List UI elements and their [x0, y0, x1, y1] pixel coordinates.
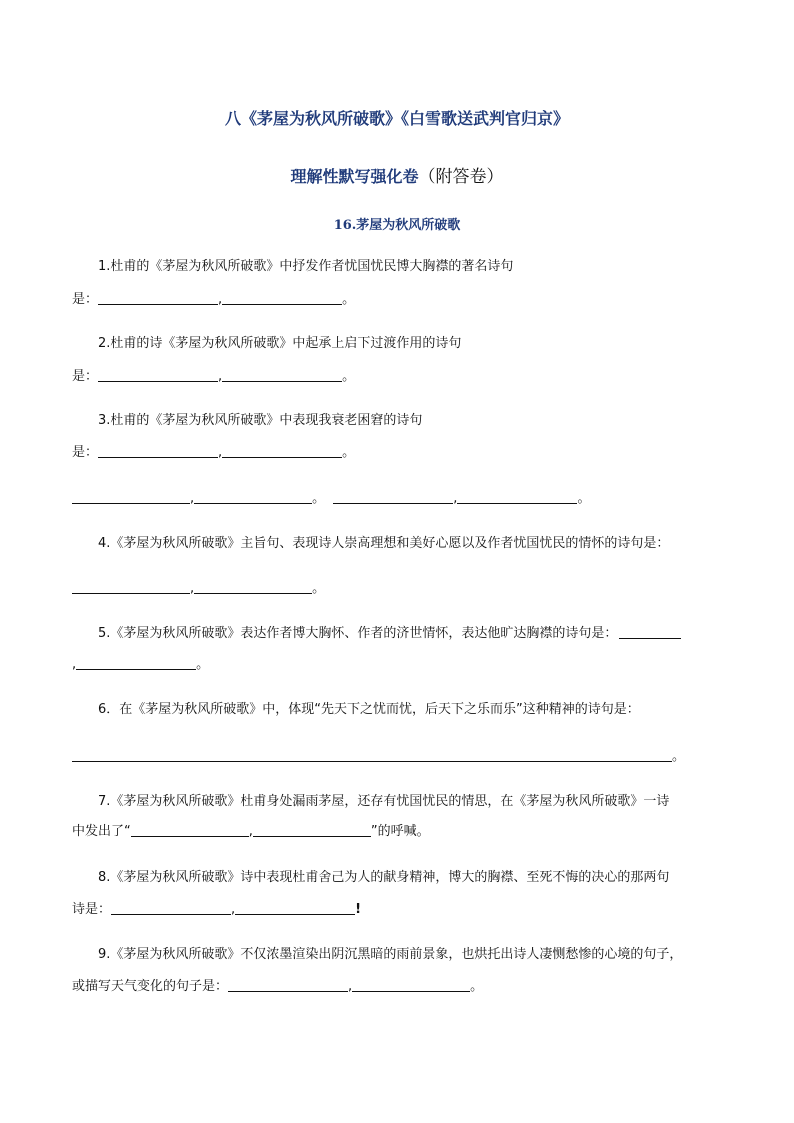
answer-lead: , — [72, 657, 77, 672]
answer-end: ! — [355, 902, 362, 917]
question-1-prompt: 1.杜甫的《茅屋为秋风所破歌》中抒发作者忧国忧民博大胸襟的著名诗句 — [98, 259, 514, 274]
question-9-prompt: 9.《茅屋为秋风所破歌》不仅浓墨渲染出阴沉黑暗的雨前景象，也烘托出诗人凄恻愁惨的心境的句子， — [98, 947, 683, 962]
question-3-answer-line-2 — [72, 490, 590, 508]
answer-separator: , — [231, 902, 236, 917]
answer-lead: 中发出了“ — [72, 824, 131, 839]
answer-blank[interactable] — [72, 490, 190, 504]
answer-blank[interactable] — [72, 748, 672, 762]
answer-blank[interactable] — [222, 368, 342, 382]
question-4-answer-line — [72, 580, 325, 598]
answer-end: 。 — [312, 491, 326, 506]
answer-separator: , — [218, 292, 223, 307]
question-3-answer-line — [72, 444, 355, 462]
question-5-answer-line — [72, 656, 209, 674]
question-7-prompt: 7.《茅屋为秋风所破歌》杜甫身处漏雨茅屋，还存有忧国忧民的情思，在《茅屋为秋风所破歌》一诗 — [98, 794, 670, 809]
question-1-answer-line — [72, 291, 355, 309]
answer-separator: , — [190, 581, 195, 596]
answer-blank[interactable] — [228, 978, 348, 992]
document-title: 八《茅屋为秋风所破歌》《白雪歌送武判官归京》 — [224, 109, 569, 128]
answer-blank[interactable] — [98, 368, 218, 382]
answer-end: 。 — [342, 445, 356, 460]
question-3-prompt: 3.杜甫的《茅屋为秋风所破歌》中表现我衰老困窘的诗句 — [98, 413, 423, 428]
answer-blank[interactable] — [98, 444, 218, 458]
answer-blank[interactable] — [72, 580, 190, 594]
answer-end: 。 — [342, 369, 356, 384]
answer-blank[interactable] — [457, 490, 577, 504]
answer-end: 。 — [672, 749, 686, 764]
question-6-answer-line — [72, 748, 685, 766]
answer-end: 。 — [196, 657, 210, 672]
answer-separator: , — [248, 824, 253, 839]
answer-lead: 是： — [72, 445, 99, 460]
answer-separator: , — [218, 369, 223, 384]
document-subtitle — [0, 162, 794, 187]
answer-blank[interactable] — [352, 978, 470, 992]
question-2-answer-line — [72, 368, 355, 386]
question-7-answer-line — [72, 823, 430, 841]
subtitle-note: （附答卷） — [418, 167, 504, 187]
question-5-text: 5.《茅屋为秋风所破歌》表达作者博大胸怀、作者的济世情怀，表达他旷达胸襟的诗句是： — [98, 626, 618, 641]
answer-separator: , — [190, 491, 195, 506]
answer-blank[interactable] — [98, 291, 218, 305]
answer-end: 。 — [577, 491, 591, 506]
answer-blank[interactable] — [222, 444, 342, 458]
answer-blank[interactable] — [194, 490, 312, 504]
answer-blank[interactable] — [222, 291, 342, 305]
answer-lead: 或描写天气变化的句子是： — [72, 979, 229, 994]
question-6-prompt: 6．在《茅屋为秋风所破歌》中，体现“先天下之忧而忧，后天下之乐而乐”这种精神的诗句是： — [98, 702, 640, 717]
question-8-answer-line — [72, 901, 361, 919]
answer-end: 。 — [342, 292, 356, 307]
question-5-prompt — [98, 625, 681, 643]
answer-separator: , — [218, 445, 223, 460]
question-2-prompt: 2.杜甫的诗《茅屋为秋风所破歌》中起承上启下过渡作用的诗句 — [98, 336, 462, 351]
answer-blank[interactable] — [194, 580, 312, 594]
answer-end: ”的呼喊。 — [370, 824, 430, 839]
answer-separator: , — [453, 491, 458, 506]
subtitle-text: 理解性默写强化卷 — [290, 167, 419, 186]
answer-end: 。 — [312, 581, 326, 596]
answer-blank[interactable] — [111, 901, 231, 915]
answer-blank[interactable] — [235, 901, 355, 915]
answer-blank[interactable] — [131, 823, 249, 837]
section-heading: 16.茅屋为秋风所破歌 — [333, 218, 461, 233]
question-8-prompt: 8.《茅屋为秋风所破歌》诗中表现杜甫舍己为人的献身精神，博大的胸襟、至死不悔的决心的那两句 — [98, 870, 670, 885]
answer-separator: , — [348, 979, 353, 994]
question-9-answer-line — [72, 978, 483, 996]
answer-lead: 诗是： — [72, 902, 112, 917]
answer-blank[interactable] — [76, 656, 196, 670]
answer-lead: 是： — [72, 292, 99, 307]
answer-blank[interactable] — [253, 823, 371, 837]
question-4-prompt: 4.《茅屋为秋风所破歌》主旨句、表现诗人崇高理想和美好心愿以及作者忧国忧民的情怀的诗句是： — [98, 536, 670, 551]
answer-lead: 是： — [72, 369, 99, 384]
answer-blank[interactable] — [333, 490, 453, 504]
answer-end: 。 — [470, 979, 484, 994]
answer-blank[interactable] — [619, 625, 681, 639]
